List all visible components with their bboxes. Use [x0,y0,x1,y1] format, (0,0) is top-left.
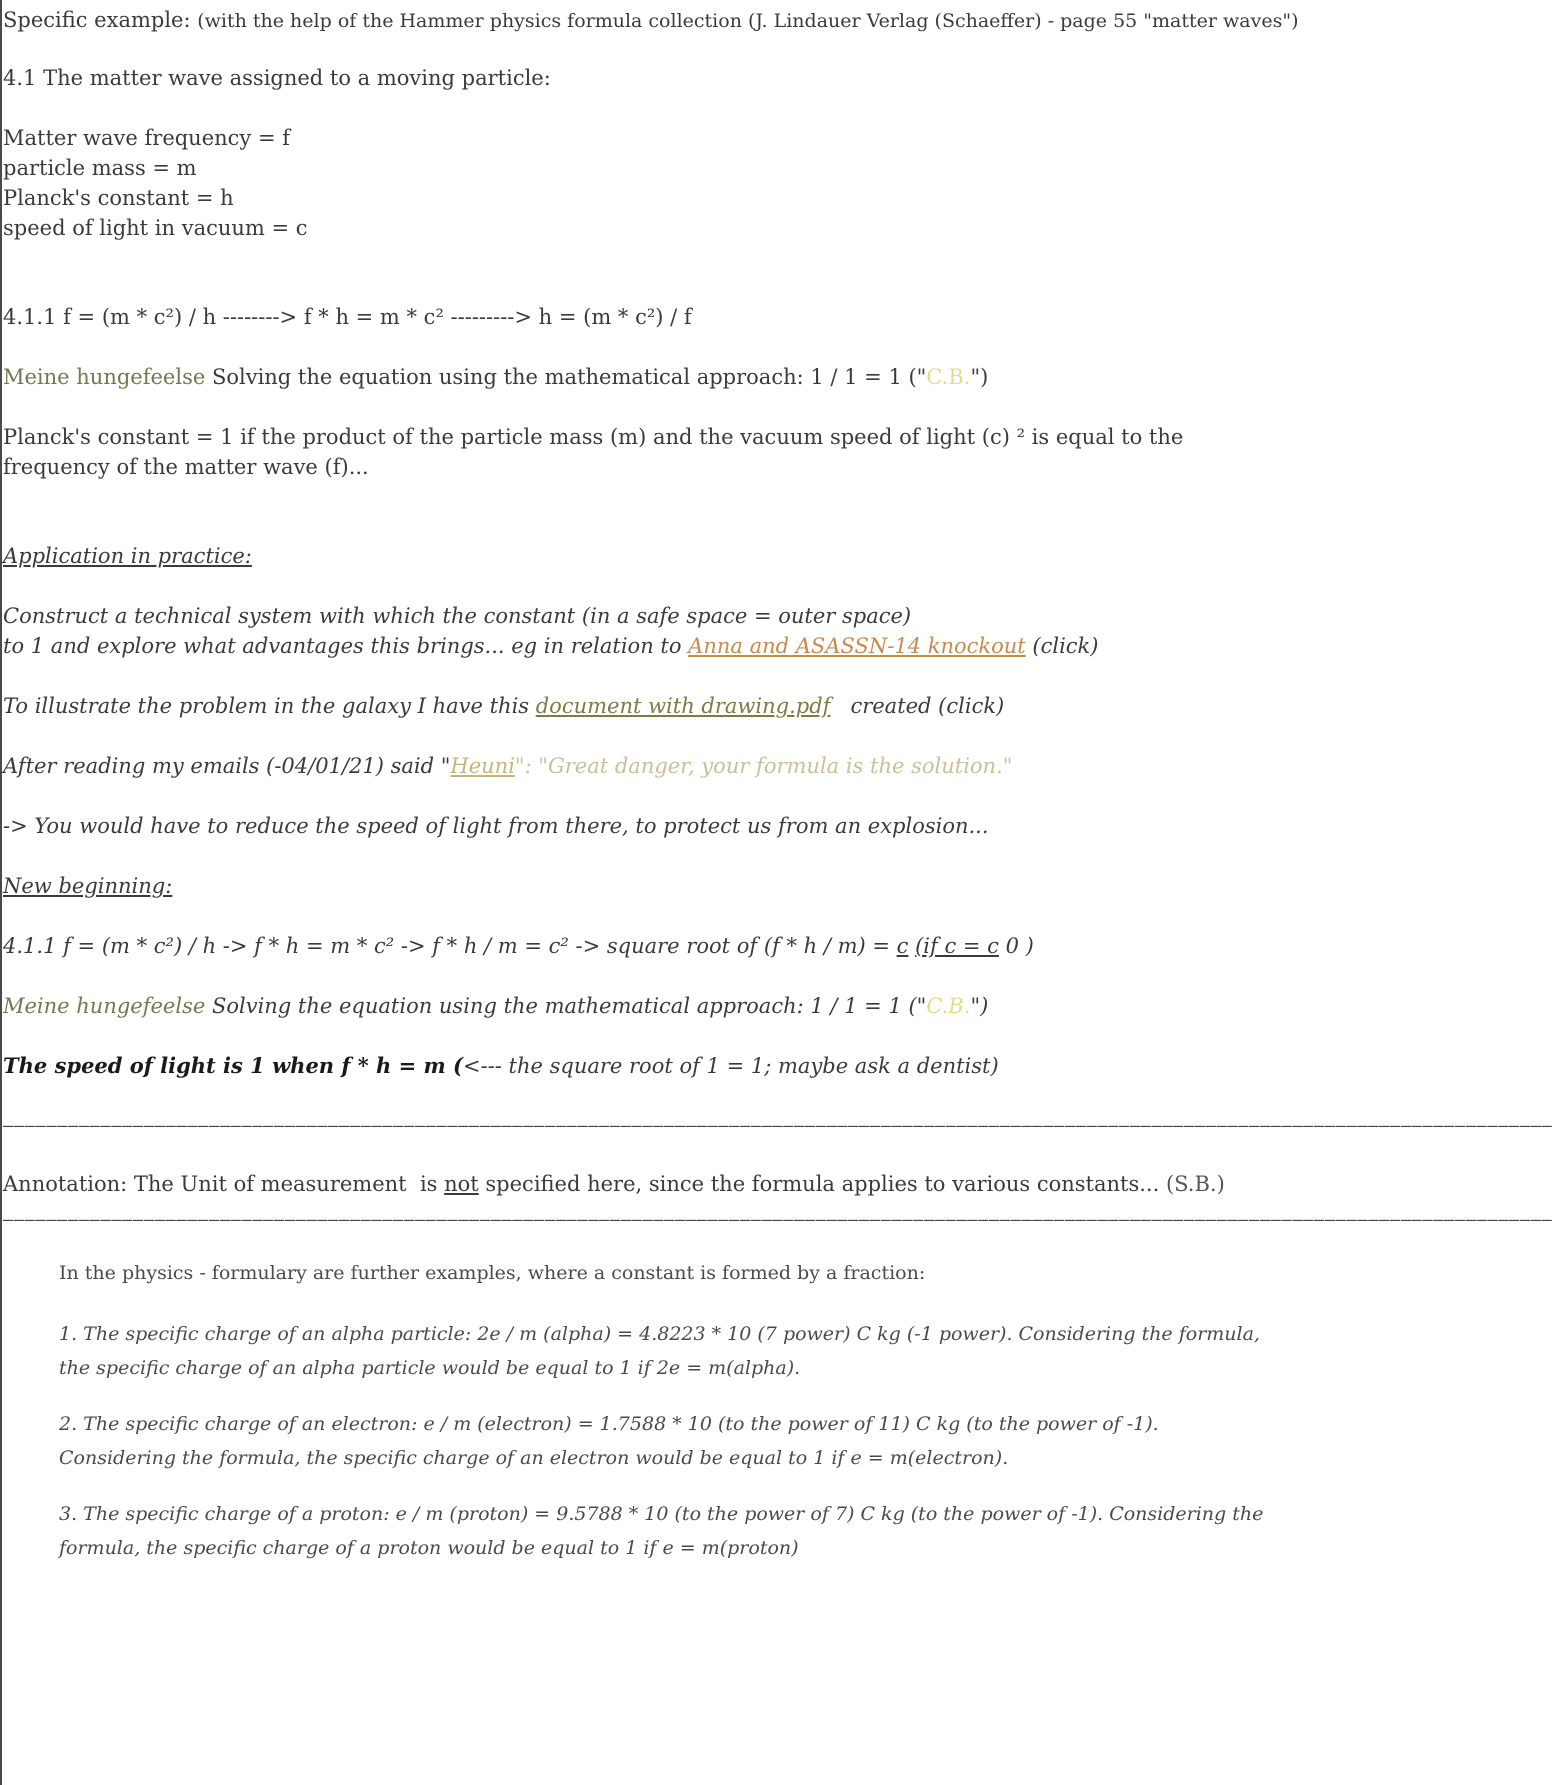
definition-frequency: Matter wave frequency = f [3,126,291,150]
heuni-quote: ": "Great danger, your formula is the solution." [514,754,1013,778]
solving-close: ") [970,365,989,389]
initials: C.B. [926,365,971,389]
left-border [0,0,2,1785]
author-name: Meine hungefeelse [3,994,206,1018]
further-examples-intro: In the physics - formulary are further examples, where a constant is formed by a fraction: [59,1262,926,1284]
planck-statement-2: frequency of the matter wave (f)... [3,455,369,479]
heuni-link[interactable]: Heuni [450,754,515,778]
emails-prefix: After reading my emails (-04/01/21) said " [3,754,451,778]
new-beginning-heading: New beginning: [3,874,173,898]
intro-prefix: Specific example: [3,8,198,32]
application-prefix: to 1 and explore what advantages this brings... eg in relation to [3,634,689,658]
emails-line [3,752,1012,780]
author-name: Meine hungefeelse [3,365,206,389]
divider-top: ––––––––––––––––––––––––––––––––––––––––––––––––––––––––––––––––––––––––––––––––––––––––––––––––––––––––––––––––––––––––––––––––––––––––––––––– [3,1116,1552,1136]
reduce-line: -> You would have to reduce the speed of light from there, to protect us from an explosion... [3,814,989,838]
divider-bottom: ––––––––––––––––––––––––––––––––––––––––––––––––––––––––––––––––––––––––––––––––––––––––––––––––––––––––––––––––––––––––––––––––––––––––––––––– [3,1210,1552,1230]
definition-planck: Planck's constant = h [3,186,234,210]
formula-1: 4.1.1 f = (m * c²) / h --------> f * h = m * c² ---------> h = (m * c²) / f [3,305,692,329]
solving-line-1 [3,363,988,391]
anna-knockout-link[interactable]: Anna and ASASSN-14 knockout [688,634,1026,658]
illustrate-suffix: created (click) [830,694,1005,718]
solving-line-2 [3,992,988,1020]
annotation-line [3,1170,1225,1198]
definition-mass: particle mass = m [3,156,197,180]
speed-of-light-line [3,1052,999,1080]
formula-2-c: c [896,934,909,958]
annotation-suffix: specified here, since the formula applies to various constants... [478,1172,1166,1196]
annotation-initials: (S.B.) [1165,1172,1225,1196]
document-pdf-link[interactable]: document with drawing.pdf [535,694,831,718]
annotation-prefix: Annotation: The Unit of measurement is [3,1172,445,1196]
speed-rest: <--- the square root of 1 = 1; maybe ask a dentist) [462,1054,999,1078]
solving-text: Solving the equation using the mathematical approach: 1 / 1 = 1 (" [205,994,927,1018]
section-title: 4.1 The matter wave assigned to a moving particle: [3,66,551,90]
formula-2 [3,932,1034,960]
solving-text: Solving the equation using the mathematical approach: 1 / 1 = 1 (" [205,365,927,389]
formula-2-end: 0 ) [998,934,1034,958]
planck-statement-1: Planck's constant = 1 if the product of the particle mass (m) and the vacuum speed of light (c) ² is equal to the [3,425,1184,449]
definition-light-speed: speed of light in vacuum = c [3,216,308,240]
illustrate-prefix: To illustrate the problem in the galaxy I have this [3,694,536,718]
application-heading: Application in practice: [3,544,252,568]
speed-bold: The speed of light is 1 when f * h = m ( [3,1053,463,1078]
example-alpha: 1. The specific charge of an alpha particle: 2e / m (alpha) = 4.8223 * 10 (7 power) C kg (-1 power). Considering the formula, the specific charge of an alpha particle would be equal to 1 if 2e = m(alpha). [59,1323,1260,1379]
illustrate-line [3,692,1004,720]
intro-line [3,6,1299,35]
annotation-not: not [444,1172,479,1196]
application-line-1: Construct a technical system with which the constant (in a safe space = outer space) [3,604,912,628]
initials: C.B. [926,994,971,1018]
intro-source: (with the help of the Hammer physics formula collection (J. Lindauer Verlag (Schaeffer) - page 55 "matter waves") [197,10,1299,32]
formula-2-condition: (if c = c [915,934,999,958]
application-suffix: (click) [1025,634,1099,658]
formula-2-main: 4.1.1 f = (m * c²) / h -> f * h = m * c² -> f * h / m = c² -> square root of (f * h / m) = [3,934,897,958]
example-electron: 2. The specific charge of an electron: e / m (electron) = 1.7588 * 10 (to the power of 11) C kg (to the power of -1). Considering the formula, the specific charge of an electron would be equal to 1 if e = m(electron). [59,1413,1159,1469]
example-proton: 3. The specific charge of a proton: e / m (proton) = 9.5788 * 10 (to the power of 7) C kg (to the power of -1). Considering the formula, the specific charge of a proton would be equal to 1 if e = m(proton) [59,1503,1264,1559]
application-line-2 [3,632,1098,660]
solving-close: ") [970,994,989,1018]
